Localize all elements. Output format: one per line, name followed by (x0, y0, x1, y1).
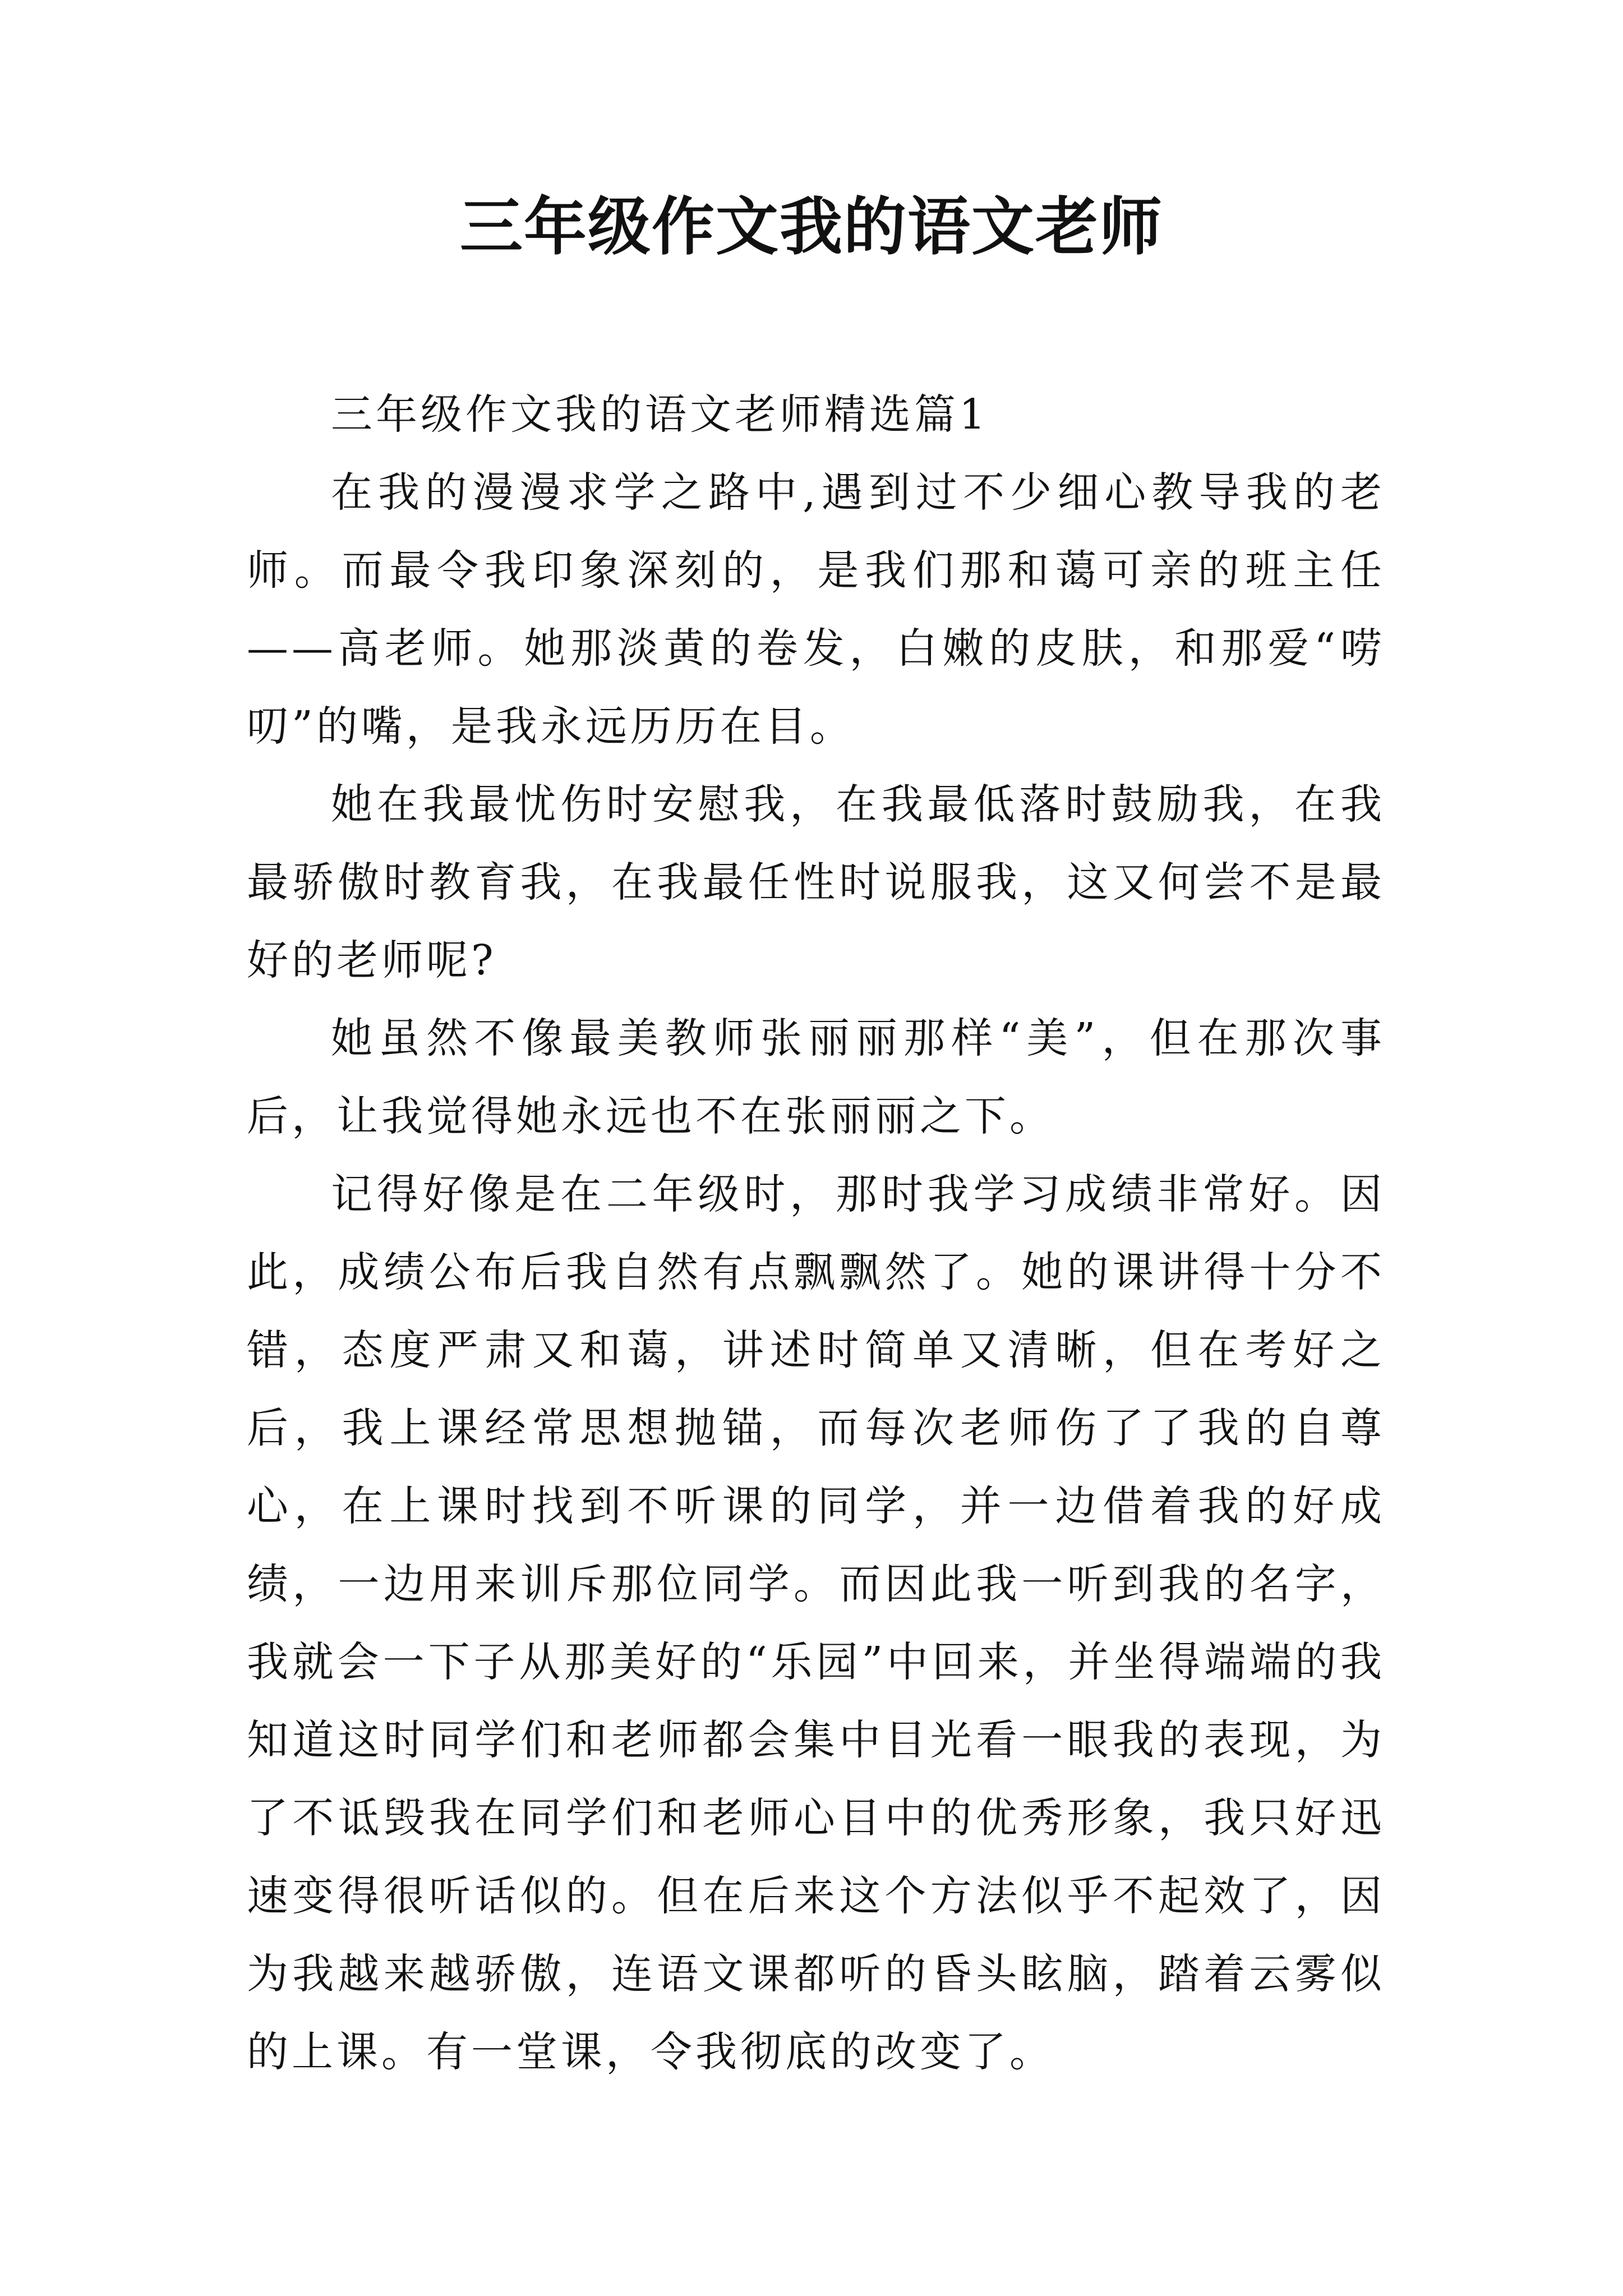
paragraph: 记得好像是在二年级时，那时我学习成绩非常好。因此，成绩公布后我自然有点飘飘然了。她的课讲得十分不错，态度严肃又和蔼，讲述时简单又清晰，但在考好之后，我上课经常思想抛锚，而每次老师伤了了我的自尊心，在上课时找到不听课的同学，并一边借着我的好成绩，一边用来训斥那位同学。而因此我一听到我的名字，我就会一下子从那美好的“乐园”中回来，并坐得端端的我知道这时同学们和老师都会集中目光看一眼我的表现，为了不诋毁我在同学们和老师心目中的优秀形象，我只好迅速变得很听话似的。但在后来这个方法似乎不起效了，因为我越来越骄傲，连语文课都听的昏头眩脑，踏着云雾似的上课。有一堂课，令我彻底的改变了。 (247, 1170, 1385, 2076)
paragraph: 她在我最忧伤时安慰我，在我最低落时鼓励我，在我最骄傲时教育我，在我最任性时说服我，这又何尝不是最好的老师呢? (247, 780, 1385, 984)
document-body (247, 376, 1385, 2091)
document-title: 三年级作文我的语文老师 (460, 190, 1163, 264)
paragraph-heading: 三年级作文我的语文老师精选篇1 (331, 390, 989, 439)
paragraph: 在我的漫漫求学之路中,遇到过不少细心教导我的老师。而最令我印象深刻的，是我们那和蔼可亲的班主任——高老师。她那淡黄的卷发，白嫩的皮肤，和那爱“唠叨”的嘴，是我永远历历在目。 (247, 468, 1385, 751)
paragraph: 她虽然不像最美教师张丽丽那样“美”，但在那次事后，让我觉得她永远也不在张丽丽之下。 (247, 1014, 1385, 1140)
